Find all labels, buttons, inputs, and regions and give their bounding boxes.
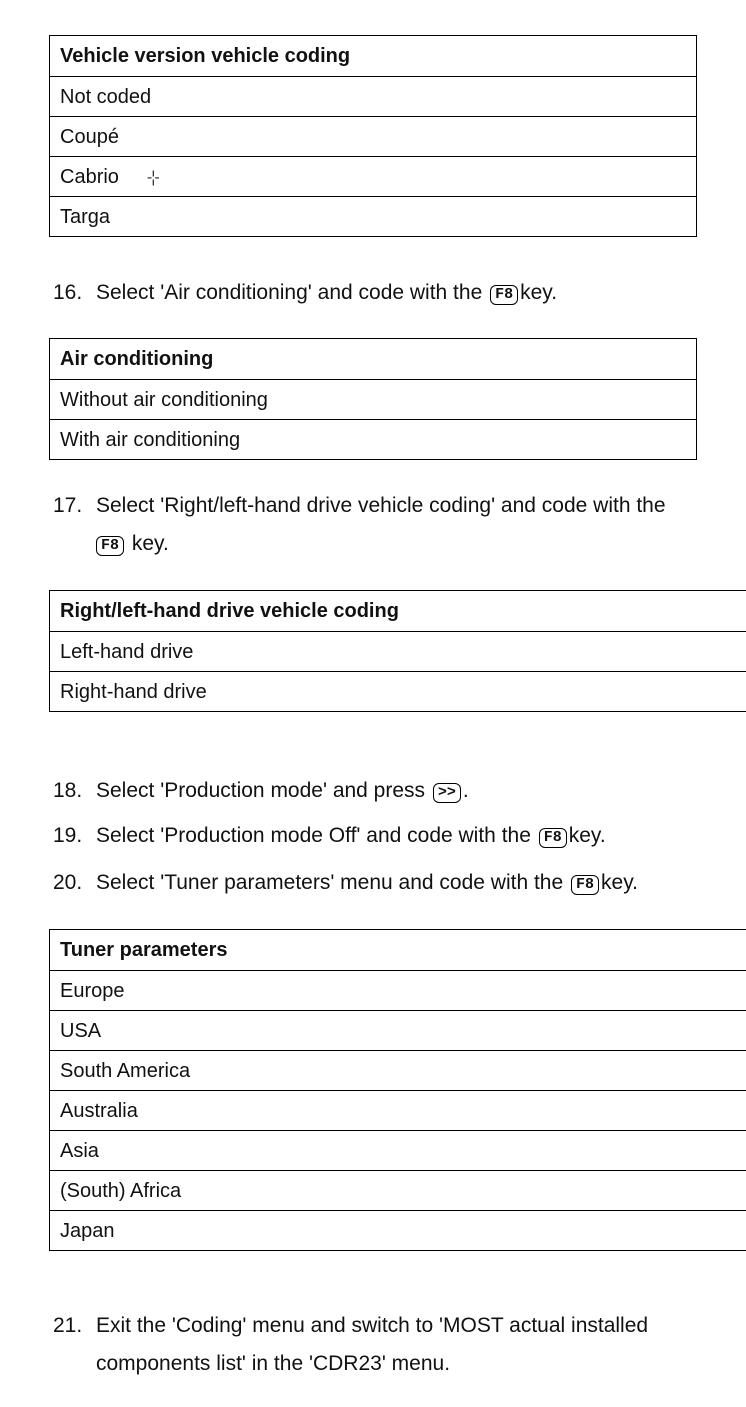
table-row: Europe [50,970,746,1010]
step-text-end: key. [131,532,169,555]
table-row [50,156,696,196]
table-row: Targa [50,196,696,236]
table-row: Right-hand drive [50,671,746,711]
table-row: (South) Africa [50,1170,746,1210]
step-text: Select 'Air conditioning' and code with the [96,281,483,304]
table-row: Without air conditioning [50,379,696,419]
step-text-end: . [462,779,469,802]
table-header: Vehicle version vehicle coding [60,45,351,67]
f8-key-icon: F8 [539,828,567,848]
crosshair-cursor-icon: -¦- [146,168,159,186]
step-text: Select 'Right/left-hand drive vehicle coding' and code with the [96,494,666,517]
table-row: Not coded [50,76,696,116]
table-row: Australia [50,1090,746,1130]
step-17 [53,487,666,563]
table-cell: Cabrio [60,166,119,188]
vehicle-version-table [49,35,697,237]
step-number: 21. [53,1314,83,1337]
table-row: Left-hand drive [50,631,746,671]
step-21 [53,1307,648,1383]
step-18 [53,772,469,810]
step-number: 18. [53,779,83,802]
step-continuation [53,525,666,563]
step-text: Select 'Tuner parameters' menu and code with the [96,871,564,894]
step-number: 19. [53,824,83,847]
step-number: 20. [53,871,83,894]
table-row: USA [50,1010,746,1050]
step-text: Exit the 'Coding' menu and switch to 'MOST actual installed [96,1314,649,1337]
table-row: South America [50,1050,746,1090]
step-continuation: components list' in the 'CDR23' menu. [96,1352,451,1375]
step-number: 17. [53,494,83,517]
step-text-end: key. [568,824,606,847]
table-row: With air conditioning [50,419,696,459]
step-text-end: key. [601,871,638,894]
forward-key-icon: >> [433,783,461,803]
drive-side-table [49,590,746,712]
table-header: Air conditioning [60,348,214,370]
step-text: Select 'Production mode Off' and code with the [96,824,531,847]
tuner-parameters-table [49,929,746,1251]
step-16 [53,274,557,312]
step-text: Select 'Production mode' and press [96,779,426,802]
air-conditioning-table [49,338,697,460]
step-20 [53,864,638,902]
step-19 [53,817,606,855]
step-text-end: key. [520,281,558,304]
f8-key-icon: F8 [571,875,599,895]
table-header: Right/left-hand drive vehicle coding [60,600,399,622]
table-header: Tuner parameters [60,939,228,961]
table-row: Japan [50,1210,746,1250]
f8-key-icon: F8 [96,536,124,556]
table-row: Coupé [50,116,696,156]
f8-key-icon: F8 [490,285,518,305]
table-row: Asia [50,1130,746,1170]
step-number: 16. [53,281,83,304]
